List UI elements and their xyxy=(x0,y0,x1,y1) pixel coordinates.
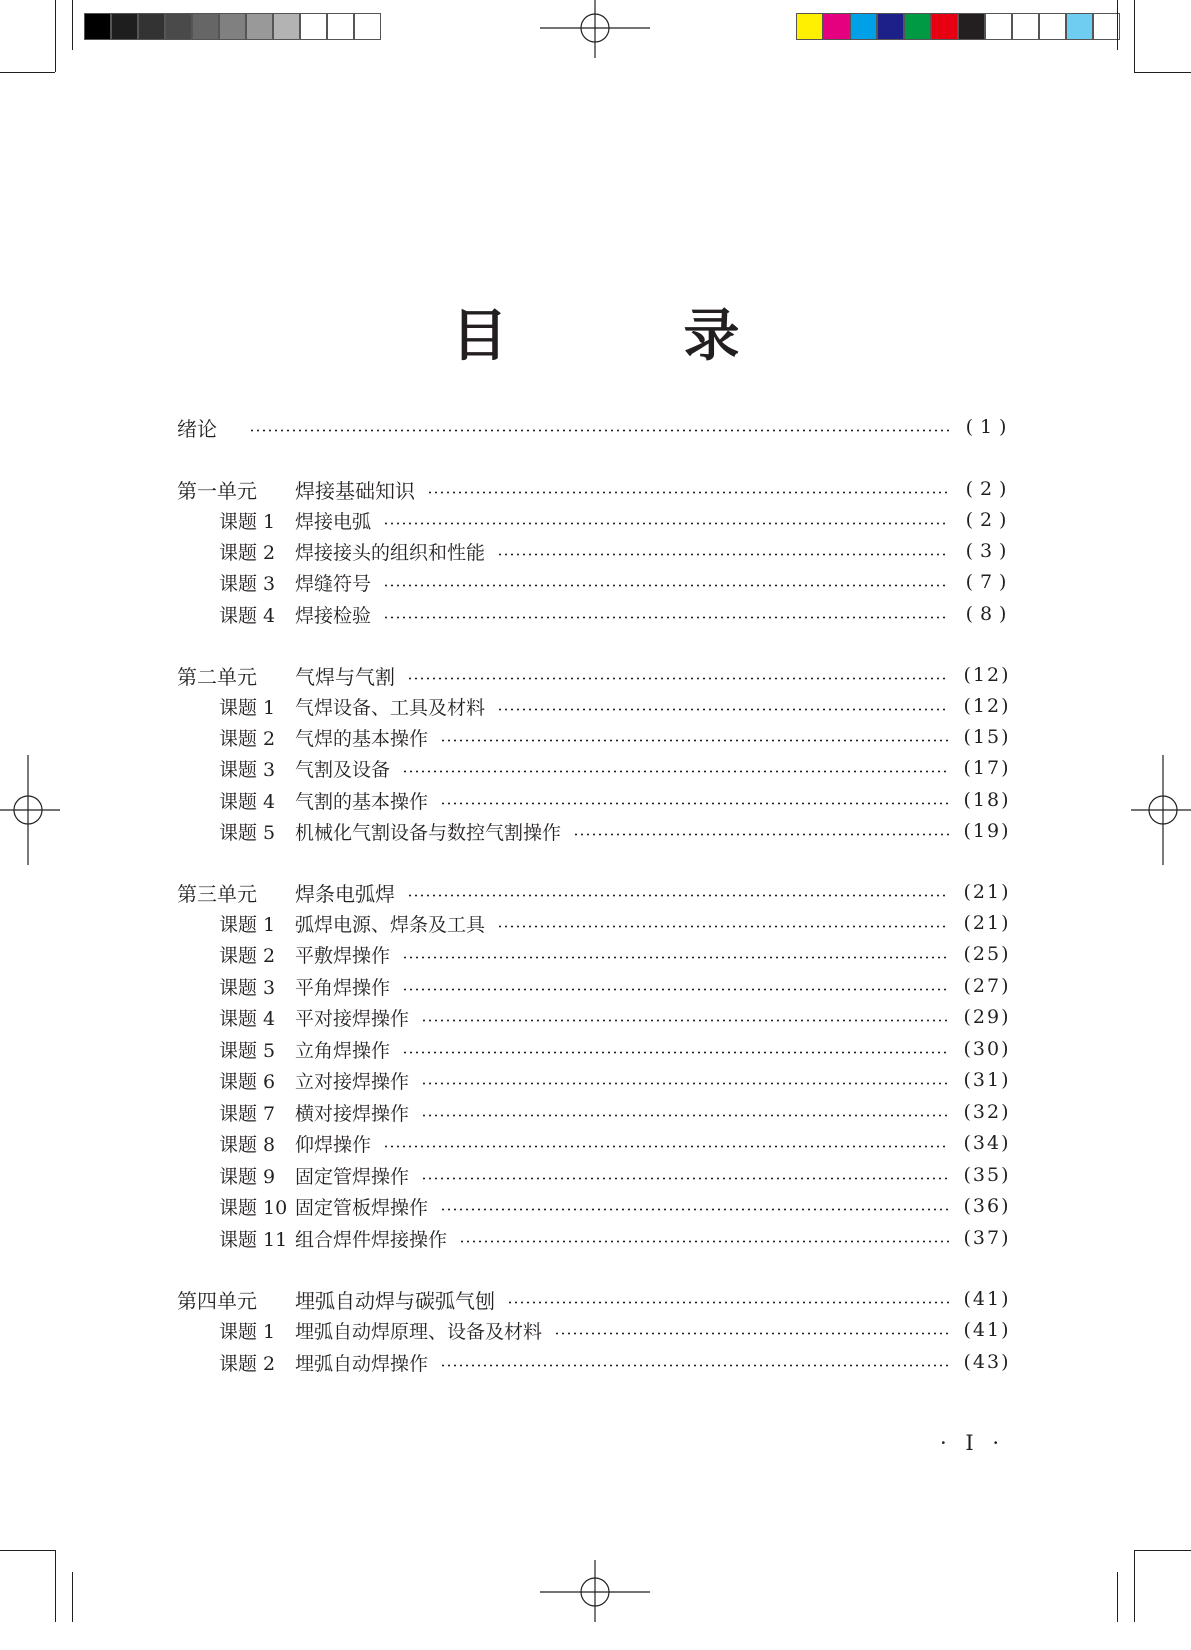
toc-entry-title: 平敷焊操作 xyxy=(295,944,391,967)
toc-page-number: 17 xyxy=(972,757,1002,779)
color-swatch xyxy=(796,13,823,40)
toc-page-number: 30 xyxy=(972,1038,1002,1060)
toc-page-ref xyxy=(957,1038,1017,1060)
paren-open: ( xyxy=(963,1006,973,1028)
color-swatch xyxy=(1093,13,1120,40)
paren-open: ( xyxy=(965,603,975,625)
dot-leader xyxy=(383,616,949,619)
toc-lesson-entry[interactable] xyxy=(177,1033,1017,1065)
toc-page-ref xyxy=(957,975,1017,997)
paren-close: ) xyxy=(1001,912,1011,934)
dot-leader xyxy=(421,1082,949,1085)
dot-leader xyxy=(440,802,949,805)
paren-close: ) xyxy=(1001,975,1011,997)
dot-leader xyxy=(383,1145,949,1148)
toc-page-ref xyxy=(957,757,1017,779)
toc-entry-title: 气焊设备、工具及材料 xyxy=(295,696,486,719)
color-swatch xyxy=(300,13,327,40)
toc-page-number: 31 xyxy=(972,1069,1002,1091)
toc-page-number: 18 xyxy=(972,789,1002,811)
paren-close: ) xyxy=(999,509,1009,531)
page-title: 目 录 xyxy=(451,304,800,369)
toc-lesson-entry[interactable] xyxy=(177,504,1017,536)
dot-leader xyxy=(507,1301,949,1304)
toc-entry-title: 气焊与气割 xyxy=(295,664,395,689)
toc-page-ref xyxy=(957,416,1017,438)
toc-unit-entry[interactable] xyxy=(177,659,1017,691)
paren-close: ) xyxy=(1001,1351,1011,1373)
paren-open: ( xyxy=(963,789,973,811)
toc-entry-number: 第三单元 xyxy=(177,881,257,906)
paren-close: ) xyxy=(1001,1319,1011,1341)
color-swatch xyxy=(823,13,850,40)
toc-page-ref xyxy=(957,943,1017,965)
toc-page-ref xyxy=(957,881,1017,903)
crop-mark xyxy=(72,0,73,50)
dot-leader xyxy=(440,739,949,742)
toc-entry-number: 课题 2 xyxy=(219,1352,276,1375)
registration-mark xyxy=(0,755,60,865)
toc-lesson-entry[interactable] xyxy=(177,690,1017,722)
toc-entry-title: 立角焊操作 xyxy=(295,1039,391,1062)
toc-entry-title: 气割及设备 xyxy=(295,758,391,781)
toc-page-number: 21 xyxy=(972,881,1002,903)
dot-leader xyxy=(402,1051,949,1054)
toc-entry-number: 课题 5 xyxy=(219,821,276,844)
toc-page-ref xyxy=(957,789,1017,811)
crop-mark xyxy=(1117,1572,1118,1622)
toc-page-ref xyxy=(957,664,1017,686)
page-number: · I · xyxy=(940,1431,1005,1455)
toc-entry-number: 课题 4 xyxy=(219,604,276,627)
color-swatch xyxy=(931,13,958,40)
toc-entry-number: 课题 1 xyxy=(219,1320,276,1343)
crop-mark xyxy=(1117,0,1118,50)
paren-close: ) xyxy=(1001,1288,1011,1310)
toc-page-ref xyxy=(957,1227,1017,1249)
color-swatch xyxy=(192,13,219,40)
dot-leader xyxy=(383,522,949,525)
toc-entry-title: 埋弧自动焊操作 xyxy=(295,1352,429,1375)
dot-leader xyxy=(459,1240,949,1243)
toc-page-number: 37 xyxy=(972,1227,1002,1249)
paren-close: ) xyxy=(1001,1069,1011,1091)
paren-close: ) xyxy=(1001,789,1011,811)
toc-lesson-entry[interactable] xyxy=(177,535,1017,567)
toc-entry-number: 课题 3 xyxy=(219,976,276,999)
paren-close: ) xyxy=(1001,757,1011,779)
paren-open: ( xyxy=(965,571,975,593)
paren-open: ( xyxy=(963,1101,973,1123)
toc-page-number: 12 xyxy=(972,664,1002,686)
toc-entry-title: 弧焊电源、焊条及工具 xyxy=(295,913,486,936)
paren-open: ( xyxy=(963,1069,973,1091)
toc-entry-number: 课题 9 xyxy=(219,1165,276,1188)
paren-open: ( xyxy=(963,1164,973,1186)
registration-mark xyxy=(540,1540,650,1650)
toc-lesson-entry[interactable] xyxy=(177,752,1017,784)
toc-page-number: 2 xyxy=(979,509,995,531)
toc-entry-number: 课题 5 xyxy=(219,1039,276,1062)
dot-leader xyxy=(497,708,949,711)
dot-leader xyxy=(421,1019,949,1022)
toc-entry-number: 课题 3 xyxy=(219,572,276,595)
dot-leader xyxy=(427,491,949,494)
color-swatch xyxy=(1012,13,1039,40)
registration-mark xyxy=(1131,755,1191,865)
toc-page-number: 1 xyxy=(979,416,995,438)
toc-entry-number: 课题 4 xyxy=(219,790,276,813)
toc-lesson-entry[interactable] xyxy=(177,938,1017,970)
color-swatch xyxy=(958,13,985,40)
paren-open: ( xyxy=(965,416,975,438)
toc-entry-title: 横对接焊操作 xyxy=(295,1102,410,1125)
color-swatch xyxy=(165,13,192,40)
toc-entry-title: 气割的基本操作 xyxy=(295,790,429,813)
paren-open: ( xyxy=(963,1351,973,1373)
crop-mark xyxy=(1134,0,1135,72)
paren-close: ) xyxy=(999,540,1009,562)
color-calibration-strip xyxy=(796,13,1120,40)
toc-entry-number: 课题 2 xyxy=(219,944,276,967)
toc-entry-number: 课题 10 xyxy=(219,1196,288,1219)
crop-mark xyxy=(0,1550,55,1551)
crop-mark xyxy=(72,1572,73,1622)
toc-entry-title: 固定管板焊操作 xyxy=(295,1196,429,1219)
toc-entry-number: 课题 8 xyxy=(219,1133,276,1156)
toc-page-number: 36 xyxy=(972,1195,1002,1217)
paren-close: ) xyxy=(999,571,1009,593)
color-swatch xyxy=(246,13,273,40)
dot-leader xyxy=(440,1364,949,1367)
color-swatch xyxy=(111,13,138,40)
toc-page-number: 43 xyxy=(972,1351,1002,1373)
paren-open: ( xyxy=(965,540,975,562)
toc-unit-entry[interactable] xyxy=(177,876,1017,908)
toc-entry-title: 气焊的基本操作 xyxy=(295,727,429,750)
dot-leader xyxy=(402,988,949,991)
dot-leader xyxy=(421,1114,949,1117)
toc-lesson-entry[interactable] xyxy=(177,907,1017,939)
paren-open: ( xyxy=(963,726,973,748)
paren-close: ) xyxy=(1001,1132,1011,1154)
toc-entry-number: 课题 1 xyxy=(219,913,276,936)
toc-entry-number: 绪论 xyxy=(177,416,217,441)
paren-open: ( xyxy=(963,1132,973,1154)
toc-entry-title: 固定管焊操作 xyxy=(295,1165,410,1188)
toc-entry-number: 课题 1 xyxy=(219,510,276,533)
paren-close: ) xyxy=(1001,1195,1011,1217)
toc-lesson-entry[interactable] xyxy=(177,1127,1017,1159)
toc-page-ref xyxy=(957,1195,1017,1217)
toc-entry-title: 埋弧自动焊与碳弧气刨 xyxy=(295,1288,495,1313)
toc-lesson-entry[interactable] xyxy=(177,721,1017,753)
paren-close: ) xyxy=(1001,1227,1011,1249)
paren-open: ( xyxy=(965,509,975,531)
dot-leader xyxy=(402,956,949,959)
toc-entry-number: 课题 6 xyxy=(219,1070,276,1093)
toc-page-number: 7 xyxy=(979,571,995,593)
toc-page-number: 8 xyxy=(979,603,995,625)
toc-entry-title: 焊接电弧 xyxy=(295,510,372,533)
color-swatch xyxy=(219,13,246,40)
paren-open: ( xyxy=(963,943,973,965)
dot-leader xyxy=(407,894,949,897)
color-swatch xyxy=(327,13,354,40)
paren-close: ) xyxy=(1001,1038,1011,1060)
toc-page-ref xyxy=(957,1288,1017,1310)
color-swatch xyxy=(877,13,904,40)
color-swatch xyxy=(84,13,111,40)
crop-mark xyxy=(1134,72,1191,73)
toc-lesson-entry[interactable] xyxy=(177,1159,1017,1191)
paren-open: ( xyxy=(963,1227,973,1249)
dot-leader xyxy=(383,584,949,587)
toc-entry-title: 机械化气割设备与数控气割操作 xyxy=(295,821,562,844)
toc-entry-title: 焊接检验 xyxy=(295,604,372,627)
toc-unit-entry[interactable] xyxy=(177,473,1017,505)
toc-page-ref xyxy=(957,1351,1017,1373)
crop-mark xyxy=(1134,1550,1135,1622)
toc-entry-number: 第四单元 xyxy=(177,1288,257,1313)
toc-unit-entry[interactable] xyxy=(177,411,1017,443)
toc-entry-title: 焊接基础知识 xyxy=(295,478,415,503)
paren-close: ) xyxy=(1001,695,1011,717)
toc-page-ref xyxy=(957,1319,1017,1341)
toc-entry-number: 课题 1 xyxy=(219,696,276,719)
crop-mark xyxy=(55,1550,56,1622)
toc-entry-title: 组合焊件焊接操作 xyxy=(295,1228,448,1251)
toc-page-ref xyxy=(957,912,1017,934)
toc-page-number: 15 xyxy=(972,726,1002,748)
toc-lesson-entry[interactable] xyxy=(177,784,1017,816)
paren-close: ) xyxy=(999,478,1009,500)
paren-open: ( xyxy=(963,757,973,779)
paren-close: ) xyxy=(1001,943,1011,965)
toc-page-number: 34 xyxy=(972,1132,1002,1154)
toc-page-ref xyxy=(957,509,1017,531)
toc-entry-title: 平角焊操作 xyxy=(295,976,391,999)
toc-entry-number: 第一单元 xyxy=(177,478,257,503)
dot-leader xyxy=(440,1208,949,1211)
toc-page-ref xyxy=(957,726,1017,748)
paren-close: ) xyxy=(1001,1164,1011,1186)
dot-leader xyxy=(421,1177,949,1180)
dot-leader xyxy=(407,677,949,680)
paren-close: ) xyxy=(1001,820,1011,842)
toc-page-number: 32 xyxy=(972,1101,1002,1123)
toc-entry-number: 课题 3 xyxy=(219,758,276,781)
toc-entry-title: 焊缝符号 xyxy=(295,572,372,595)
toc-lesson-entry[interactable] xyxy=(177,566,1017,598)
crop-mark xyxy=(1134,1550,1191,1551)
paren-open: ( xyxy=(963,1038,973,1060)
toc-entry-number: 课题 2 xyxy=(219,541,276,564)
paren-close: ) xyxy=(999,603,1009,625)
paren-open: ( xyxy=(963,881,973,903)
toc-page-ref xyxy=(957,1006,1017,1028)
toc-lesson-entry[interactable] xyxy=(177,1064,1017,1096)
crop-mark xyxy=(0,72,55,73)
toc-page-ref xyxy=(957,820,1017,842)
paren-close: ) xyxy=(1001,1101,1011,1123)
paren-close: ) xyxy=(1001,1006,1011,1028)
toc-lesson-entry[interactable] xyxy=(177,1314,1017,1346)
toc-page-number: 41 xyxy=(972,1288,1002,1310)
toc-entry-number: 课题 4 xyxy=(219,1007,276,1030)
toc-page-number: 2 xyxy=(979,478,995,500)
toc-page-number: 3 xyxy=(979,540,995,562)
color-swatch xyxy=(1039,13,1066,40)
toc-entry-title: 立对接焊操作 xyxy=(295,1070,410,1093)
paren-open: ( xyxy=(963,1288,973,1310)
toc-lesson-entry[interactable] xyxy=(177,1222,1017,1254)
paren-open: ( xyxy=(963,975,973,997)
toc-page-number: 41 xyxy=(972,1319,1002,1341)
toc-page-ref xyxy=(957,1101,1017,1123)
color-swatch xyxy=(138,13,165,40)
toc-entry-number: 课题 11 xyxy=(219,1228,288,1251)
toc-page-ref xyxy=(957,540,1017,562)
toc-page-number: 25 xyxy=(972,943,1002,965)
paren-open: ( xyxy=(963,912,973,934)
color-swatch xyxy=(1066,13,1093,40)
toc-lesson-entry[interactable] xyxy=(177,815,1017,847)
toc-lesson-entry[interactable] xyxy=(177,970,1017,1002)
toc-entry-title: 仰焊操作 xyxy=(295,1133,372,1156)
toc-lesson-entry[interactable] xyxy=(177,1096,1017,1128)
toc-page-number: 35 xyxy=(972,1164,1002,1186)
dot-leader xyxy=(249,429,949,432)
dot-leader xyxy=(573,833,949,836)
toc-page-number: 21 xyxy=(972,912,1002,934)
dot-leader xyxy=(497,925,949,928)
toc-page-number: 19 xyxy=(972,820,1002,842)
color-swatch xyxy=(850,13,877,40)
toc-lesson-entry[interactable] xyxy=(177,1001,1017,1033)
paren-close: ) xyxy=(1001,664,1011,686)
color-swatch xyxy=(354,13,381,40)
toc-page-number: 27 xyxy=(972,975,1002,997)
toc-entry-title: 埋弧自动焊原理、设备及材料 xyxy=(295,1320,543,1343)
paren-open: ( xyxy=(963,695,973,717)
toc-page-ref xyxy=(957,603,1017,625)
toc-entry-title: 平对接焊操作 xyxy=(295,1007,410,1030)
paren-close: ) xyxy=(999,416,1009,438)
toc-page-ref xyxy=(957,1164,1017,1186)
toc-page-number: 12 xyxy=(972,695,1002,717)
toc-entry-title: 焊接接头的组织和性能 xyxy=(295,541,486,564)
toc-page-ref xyxy=(957,478,1017,500)
toc-page-ref xyxy=(957,695,1017,717)
toc-lesson-entry[interactable] xyxy=(177,598,1017,630)
paren-open: ( xyxy=(963,1195,973,1217)
dot-leader xyxy=(497,553,949,556)
paren-open: ( xyxy=(963,664,973,686)
paren-open: ( xyxy=(963,820,973,842)
toc-lesson-entry[interactable] xyxy=(177,1346,1017,1378)
registration-mark xyxy=(540,0,650,110)
toc-lesson-entry[interactable] xyxy=(177,1190,1017,1222)
toc-page-number: 29 xyxy=(972,1006,1002,1028)
toc-page-ref xyxy=(957,571,1017,593)
dot-leader xyxy=(554,1332,949,1335)
color-swatch xyxy=(273,13,300,40)
toc-page-ref xyxy=(957,1069,1017,1091)
toc-entry-number: 课题 7 xyxy=(219,1102,276,1125)
color-swatch xyxy=(985,13,1012,40)
grayscale-calibration-strip xyxy=(84,13,381,40)
toc-entry-number: 课题 2 xyxy=(219,727,276,750)
color-swatch xyxy=(904,13,931,40)
toc-page-ref xyxy=(957,1132,1017,1154)
paren-close: ) xyxy=(1001,726,1011,748)
dot-leader xyxy=(402,770,949,773)
toc-unit-entry[interactable] xyxy=(177,1283,1017,1315)
paren-open: ( xyxy=(965,478,975,500)
toc-entry-number: 第二单元 xyxy=(177,664,257,689)
paren-open: ( xyxy=(963,1319,973,1341)
paren-close: ) xyxy=(1001,881,1011,903)
crop-mark xyxy=(55,0,56,72)
toc-entry-title: 焊条电弧焊 xyxy=(295,881,395,906)
